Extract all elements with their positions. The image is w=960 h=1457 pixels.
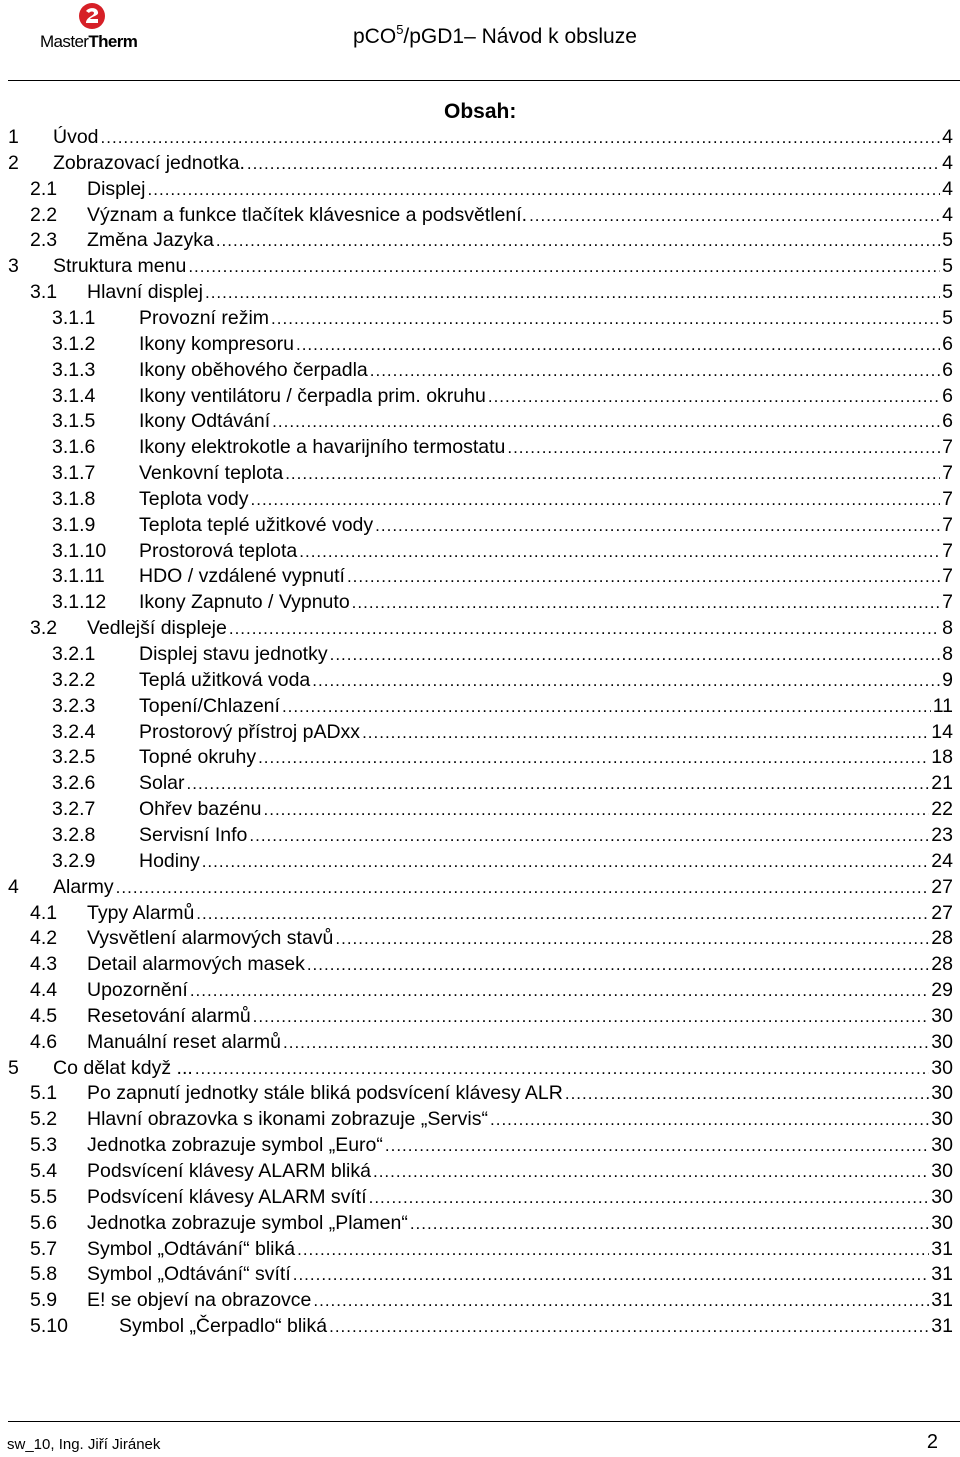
toc-entry-page: 28 [931, 953, 953, 976]
toc-entry[interactable] [0, 486, 960, 512]
toc-leader-dots [188, 254, 940, 280]
toc-entry[interactable] [0, 1055, 960, 1081]
toc-entry-number: 3.1 [30, 281, 58, 304]
toc-entry-number: 3.1.10 [52, 539, 107, 562]
toc-entry[interactable] [0, 202, 960, 228]
toc-entry-number: 5.2 [30, 1108, 58, 1131]
toc-entry-number: 3.2.6 [52, 772, 96, 795]
toc-entry-page: 7 [942, 539, 953, 562]
toc-entry-number: 5.9 [30, 1289, 58, 1312]
toc-entry-number: 3.2 [30, 617, 58, 640]
toc-leader-dots [330, 642, 941, 668]
toc-entry-page: 21 [931, 772, 953, 795]
toc-entry[interactable] [0, 176, 960, 202]
toc-entry-label: Topení/Chlazení [139, 694, 280, 717]
toc-entry-number: 2.3 [30, 229, 58, 252]
toc-entry[interactable] [0, 563, 960, 589]
toc-entry-label: Displej [87, 177, 146, 200]
toc-entry-number: 4.4 [30, 979, 58, 1002]
toc-leader-dots [507, 435, 940, 461]
toc-entry-number: 2 [8, 151, 19, 174]
toc-leader-dots [375, 513, 940, 539]
toc-leader-dots [299, 539, 940, 565]
toc-entry-page: 30 [931, 1030, 953, 1053]
toc-entry[interactable] [0, 693, 960, 719]
toc-entry[interactable] [0, 667, 960, 693]
toc-leader-dots [313, 1288, 929, 1314]
toc-entry[interactable] [0, 538, 960, 564]
toc-leader-dots [282, 694, 931, 720]
toc-entry-page: 27 [931, 901, 953, 924]
toc-entry-number: 5 [8, 1056, 19, 1079]
toc-entry-number: 3.1.1 [52, 306, 96, 329]
logo-mark-icon [78, 2, 106, 30]
toc-entry[interactable] [0, 150, 960, 176]
toc-entry-number: 2.1 [30, 177, 58, 200]
toc-entry-label: Změna Jazyka [87, 229, 214, 252]
toc-entry-page: 22 [931, 798, 953, 821]
toc-entry-number: 4.5 [30, 1004, 58, 1027]
toc-entry[interactable] [0, 925, 960, 951]
toc-entry-label: Ikony Odtávání [139, 410, 271, 433]
toc-entry-label: Resetování alarmů [87, 1004, 251, 1027]
toc-leader-dots [283, 1030, 929, 1056]
toc-entry[interactable] [0, 1132, 960, 1158]
toc-leader-dots [101, 125, 941, 151]
toc-entry[interactable] [0, 589, 960, 615]
toc-entry-page: 30 [931, 1056, 953, 1079]
toc-entry-label: Podsvícení klávesy ALARM bliká [87, 1160, 371, 1182]
toc-entry-label: Struktura menu [53, 255, 187, 278]
toc-leader-dots [297, 1237, 929, 1263]
toc-entry-label: Manuální reset alarmů [87, 1030, 282, 1053]
logo-wordmark: MasterTherm [40, 32, 138, 51]
toc-entry[interactable] [0, 1029, 960, 1055]
toc-entry-label: Symbol „Odtávání“ svítí [87, 1263, 291, 1286]
toc-leader-dots [529, 203, 940, 229]
toc-entry[interactable] [0, 848, 960, 874]
toc-entry-label: Ikony kompresoru [139, 332, 294, 355]
toc-entry-label: Typy Alarmů [87, 901, 195, 924]
toc-entry[interactable] [0, 977, 960, 1003]
toc-leader-dots [249, 823, 929, 849]
toc-entry-label: Vysvětlení alarmových stavů [87, 927, 334, 950]
toc-entry-page: 30 [931, 1004, 953, 1027]
toc-entry-page: 8 [942, 617, 953, 640]
toc-entry-page: 7 [942, 513, 953, 536]
toc-entry-page: 9 [942, 668, 953, 691]
toc-entry-label: Provozní režim [139, 306, 270, 329]
toc-leader-dots [370, 358, 940, 384]
toc-entry-label: Hlavní displej [87, 281, 203, 304]
toc-entry-label: Teplá užitková voda [139, 668, 311, 691]
toc-entry[interactable] [0, 305, 960, 331]
toc-entry[interactable] [0, 719, 960, 745]
toc-entry-label: Servisní Info [139, 823, 248, 846]
toc-entry-label: Upozornění [87, 979, 188, 1002]
toc-entry-label: Displej stavu jednotky [139, 643, 328, 665]
toc-entry-page: 14 [931, 720, 953, 743]
toc-entry[interactable] [0, 227, 960, 253]
toc-entry-page: 4 [942, 203, 953, 226]
toc-leader-dots [488, 384, 940, 410]
toc-entry-number: 3.1.11 [52, 565, 105, 588]
toc-entry[interactable] [0, 1184, 960, 1210]
toc-entry-number: 3.2.8 [52, 823, 96, 846]
toc-entry-label: Ohřev bazénu [139, 798, 262, 821]
toc-entry-label: Detail alarmových masek [87, 953, 305, 976]
toc-entry[interactable] [0, 1003, 960, 1029]
toc-entry-number: 2.2 [30, 203, 58, 226]
toc-entry[interactable] [0, 641, 960, 667]
toc-entry-number: 3.2.1 [52, 643, 96, 665]
toc-entry-number: 3.1.7 [52, 462, 96, 485]
toc-entry-page: 31 [931, 1315, 953, 1338]
toc-leader-dots [116, 875, 930, 901]
toc-entry-number: 5.4 [30, 1160, 58, 1182]
toc-entry-number: 3.1.8 [52, 487, 96, 510]
toc-leader-dots [148, 177, 941, 203]
toc-entry-page: 31 [931, 1237, 953, 1260]
toc-entry-page: 4 [942, 151, 953, 174]
toc-leader-dots [271, 306, 940, 332]
toc-entry-page: 8 [942, 643, 953, 665]
toc-entry-page: 31 [931, 1289, 953, 1312]
toc-entry[interactable] [0, 1080, 960, 1106]
toc-entry-label: Zobrazovací jednotka. [53, 151, 245, 174]
toc-leader-dots [202, 849, 930, 875]
toc-entry-page: 30 [931, 1108, 953, 1131]
toc-entry-page: 7 [942, 565, 953, 588]
toc-entry-page: 31 [931, 1263, 953, 1286]
toc-entry-page: 30 [931, 1082, 953, 1105]
toc-entry-page: 24 [931, 849, 953, 872]
toc-leader-dots [272, 409, 940, 435]
toc-entry-label: Vedlejší displeje [87, 617, 227, 640]
toc-entry-label: Hodiny [139, 849, 200, 872]
toc-leader-dots [490, 1107, 929, 1133]
toc-entry-label: Ikony oběhového čerpadla [139, 358, 368, 381]
toc-entry-page: 28 [931, 927, 953, 950]
toc-entry-label: Solar [139, 772, 185, 795]
toc-entry[interactable] [0, 951, 960, 977]
toc-leader-dots [293, 1262, 930, 1288]
toc-entry[interactable] [0, 512, 960, 538]
toc-entry[interactable] [0, 408, 960, 434]
toc-entry-number: 3.2.5 [52, 746, 96, 769]
toc-entry-number: 1 [8, 126, 19, 148]
toc-entry-label: Po zapnutí jednotky stále bliká podsvícení klávesy ALR [87, 1082, 563, 1105]
toc-entry-label: Symbol „Odtávání“ bliká [87, 1237, 296, 1260]
toc-entry-label: Podsvícení klávesy ALARM svítí [87, 1185, 367, 1208]
toc-leader-dots [253, 1004, 930, 1030]
toc-entry-page: 7 [942, 487, 953, 510]
toc-entry-label: Alarmy [53, 875, 114, 898]
footer-divider [8, 1421, 960, 1422]
toc-entry-number: 3.1.6 [52, 436, 96, 459]
toc-entry[interactable] [0, 1287, 960, 1313]
toc-leader-dots [312, 668, 940, 694]
toc-entry-page: 7 [942, 436, 953, 459]
toc-entry-label: Teplota teplé užitkové vody [139, 513, 374, 536]
toc-entry[interactable] [0, 357, 960, 383]
toc-entry-number: 5.6 [30, 1211, 58, 1234]
toc-leader-dots [216, 228, 940, 254]
toc-entry-number: 3.2.9 [52, 849, 96, 872]
toc-entry-number: 3.1.12 [52, 591, 107, 614]
toc-entry[interactable] [0, 900, 960, 926]
toc-leader-dots [196, 901, 929, 927]
toc-entry-number: 4 [8, 875, 19, 898]
toc-entry-page: 29 [931, 979, 953, 1002]
toc-entry-page: 7 [942, 591, 953, 614]
toc-entry-number: 5.10 [30, 1315, 68, 1338]
toc-entry[interactable] [0, 1158, 960, 1184]
toc-entry[interactable] [0, 331, 960, 357]
toc-entry-label: Symbol „Čerpadlo“ bliká [119, 1315, 328, 1338]
toc-entry-label: Ikony Zapnuto / Vypnuto [139, 591, 350, 614]
toc-entry-label: Teplota vody [139, 487, 249, 510]
toc-entry[interactable] [0, 1313, 960, 1339]
toc-leader-dots [410, 1211, 929, 1237]
toc-entry-page: 6 [942, 358, 953, 381]
toc-entry-page: 5 [942, 229, 953, 252]
toc-entry-label: Ikony elektrokotle a havarijního termostatu [139, 436, 506, 459]
toc-entry-number: 3.1.3 [52, 358, 96, 381]
toc-entry[interactable] [0, 253, 960, 279]
toc-entry-page: 6 [942, 410, 953, 433]
toc-leader-dots [251, 487, 941, 513]
toc-entry-page: 18 [931, 746, 953, 769]
page-header [0, 0, 960, 80]
toc-entry-label: Význam a funkce tlačítek klávesnice a podsvětlení. [87, 203, 528, 226]
toc-entry-number: 3.1.2 [52, 332, 96, 355]
header-divider [8, 80, 960, 81]
toc-leader-dots [195, 1056, 929, 1082]
toc-entry-page: 5 [942, 255, 953, 278]
toc-leader-dots [285, 461, 940, 487]
toc-entry-number: 4.6 [30, 1030, 58, 1053]
toc-entry[interactable] [0, 770, 960, 796]
toc-entry[interactable] [0, 822, 960, 848]
toc-entry[interactable] [0, 1106, 960, 1132]
toc-entry-number: 5.8 [30, 1263, 58, 1286]
toc-entry-label: Co dělat když ... [53, 1056, 193, 1079]
toc-entry-number: 3 [8, 255, 19, 278]
toc-entry-number: 5.5 [30, 1185, 58, 1208]
toc-entry-label: Úvod [53, 126, 99, 148]
toc-entry-number: 3.2.4 [52, 720, 96, 743]
toc-entry-number: 3.2.3 [52, 694, 96, 717]
toc-entry-number: 5.3 [30, 1134, 58, 1157]
toc-leader-dots [369, 1185, 930, 1211]
toc-leader-dots [307, 952, 929, 978]
document-title: pCO$^5$/pGD1– Návod k obsluze [353, 22, 637, 48]
toc-entry[interactable] [0, 1210, 960, 1236]
toc-entry-page: 30 [931, 1160, 953, 1182]
toc-entry[interactable] [0, 434, 960, 460]
toc-leader-dots [565, 1081, 929, 1107]
toc-entry-label: Ikony ventilátoru / čerpadla prim. okruhu [139, 384, 486, 407]
toc-entry-page: 5 [942, 306, 953, 329]
toc-entry-page: 11 [932, 694, 953, 717]
toc-entry-label: Jednotka zobrazuje symbol „Plamen“ [87, 1211, 408, 1234]
toc-entry-label: HDO / vzdálené vypnutí [139, 565, 345, 588]
toc-leader-dots [373, 1159, 929, 1185]
toc-entry[interactable] [0, 1261, 960, 1287]
toc-entry-label: Topné okruhy [139, 746, 257, 769]
toc-entry[interactable] [0, 744, 960, 770]
toc-entry-number: 4.3 [30, 953, 58, 976]
toc-entry-page: 30 [931, 1211, 953, 1234]
toc-leader-dots [362, 720, 929, 746]
toc-entry-page: 27 [931, 875, 953, 898]
toc-leader-dots [258, 745, 929, 771]
toc-entry-label: Venkovní teplota [139, 462, 284, 485]
toc-entry-page: 4 [942, 177, 953, 200]
toc-leader-dots [335, 926, 929, 952]
toc-leader-dots [296, 332, 940, 358]
toc-entry-label: Hlavní obrazovka s ikonami zobrazuje „Servis“ [87, 1108, 488, 1131]
toc-entry[interactable] [0, 124, 960, 150]
toc-leader-dots [264, 797, 930, 823]
toc-entry[interactable] [0, 383, 960, 409]
toc-entry-number: 3.1.4 [52, 384, 96, 407]
toc-leader-dots [247, 151, 940, 177]
toc-entry-number: 4.2 [30, 927, 58, 950]
toc-heading: Obsah: [444, 100, 517, 123]
toc-entry-label: Jednotka zobrazuje symbol „Euro“ [87, 1134, 383, 1157]
toc-leader-dots [190, 978, 929, 1004]
toc-entry[interactable] [0, 279, 960, 305]
toc-entry-number: 5.1 [30, 1082, 58, 1105]
toc-entry-page: 7 [942, 462, 953, 485]
toc-entry-number: 3.2.2 [52, 668, 96, 691]
toc-entry-number: 5.7 [30, 1237, 58, 1260]
toc-entry-label: Prostorový přístroj pADxx [139, 720, 361, 743]
toc-entry-page: 30 [931, 1134, 953, 1157]
toc-entry[interactable] [0, 874, 960, 900]
toc-entry-number: 3.1.5 [52, 410, 96, 433]
toc-leader-dots [205, 280, 940, 306]
toc-entry-page: 4 [942, 126, 953, 148]
toc-entry-number: 3.2.7 [52, 798, 96, 821]
toc-entry-label: E! se objeví na obrazovce [87, 1289, 312, 1312]
toc-entry-number: 4.1 [30, 901, 58, 924]
toc-entry-page: 6 [942, 332, 953, 355]
toc-entry-number: 3.1.9 [52, 513, 96, 536]
toc-entry-page: 5 [942, 281, 953, 304]
toc-leader-dots [329, 1314, 929, 1340]
toc-entry-page: 30 [931, 1185, 953, 1208]
masterterm-logo [40, 2, 150, 54]
footer-author: sw_10, Ing. Jiří Jiránek [7, 1436, 161, 1453]
page-number: 2 [926, 1431, 938, 1453]
toc-entry[interactable] [0, 615, 960, 641]
toc-entry-label: Prostorová teplota [139, 539, 298, 562]
toc-leader-dots [385, 1133, 929, 1159]
toc-entry-page: 23 [931, 823, 953, 846]
toc-leader-dots [229, 616, 940, 642]
toc-entry[interactable] [0, 796, 960, 822]
toc-entry[interactable] [0, 460, 960, 486]
toc-entry[interactable] [0, 1236, 960, 1262]
toc-leader-dots [352, 590, 940, 616]
toc-leader-dots [347, 564, 940, 590]
toc-leader-dots [187, 771, 930, 797]
toc-entry-page: 6 [942, 384, 953, 407]
